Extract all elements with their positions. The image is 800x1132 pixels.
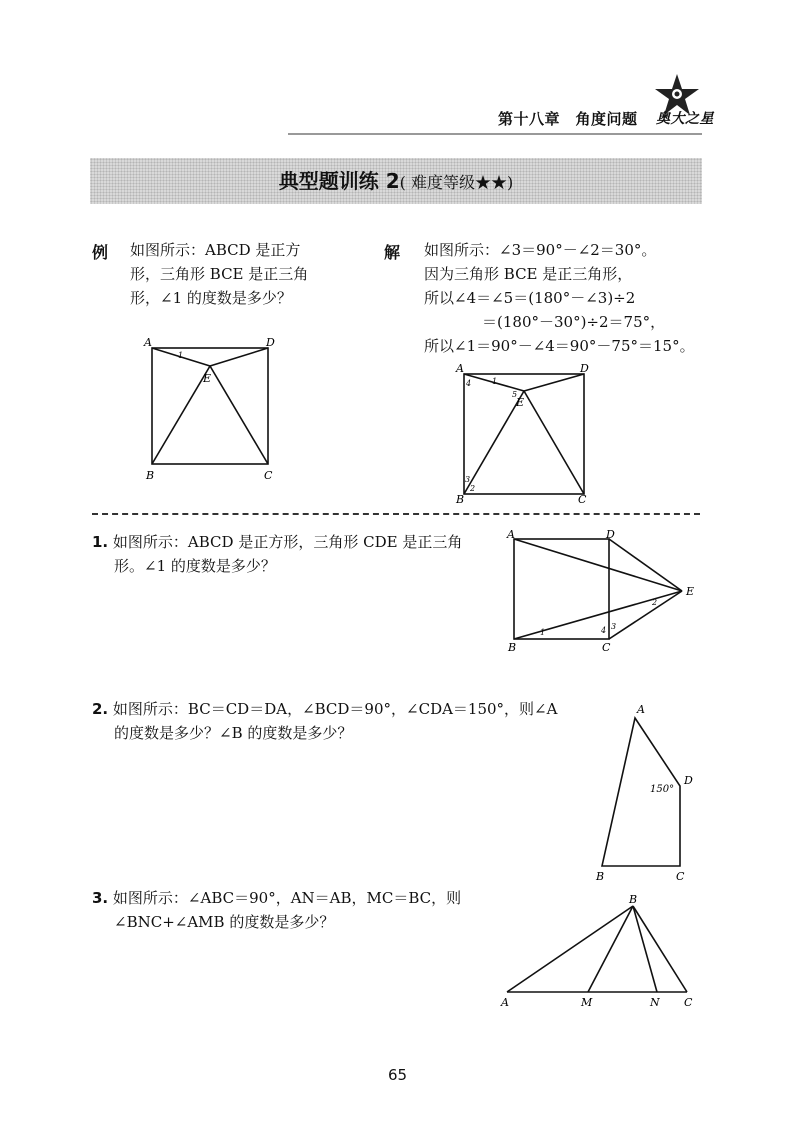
point-label: A: [501, 996, 509, 1009]
problem-line: ∠BNC+∠AMB 的度数是多少？: [114, 913, 335, 931]
header-rule: [288, 133, 702, 135]
point-label: C: [578, 493, 587, 505]
point-label: N: [650, 996, 660, 1009]
problem-number: 3.: [92, 889, 109, 907]
problem-line: 形。∠1 的度数是多少？: [114, 557, 276, 575]
chapter-title: 第十八章 角度问题: [498, 110, 638, 128]
section-divider: [92, 513, 700, 515]
solution-line: 因为三角形 BCE 是正三角形，: [424, 265, 633, 283]
point-label: E: [516, 396, 525, 409]
angle-label: 4: [601, 626, 607, 635]
angle-label: 3: [465, 475, 471, 484]
problem-2-text: [92, 697, 582, 745]
solution-line: 所以∠4＝∠5＝(180°－∠3)÷2: [424, 289, 636, 307]
section-title: [90, 158, 702, 206]
point-label: M: [581, 996, 593, 1009]
problem-number: 2.: [92, 700, 109, 718]
point-label: D: [684, 774, 693, 787]
problem-1-text: [92, 530, 502, 578]
example-line: 形，∠1 的度数是多少？: [130, 289, 292, 307]
example-line: 如图所示：ABCD 是正方: [130, 241, 301, 259]
point-label: B: [508, 641, 517, 654]
problem-2-figure: [590, 700, 700, 885]
problem-1-figure: [502, 525, 702, 655]
point-label: C: [264, 469, 273, 482]
problem-number: 1.: [92, 533, 109, 551]
solution-text: [424, 238, 714, 358]
problem-line: [92, 530, 502, 554]
problem-3-text: [92, 886, 512, 934]
problem-line-text: 如图所示：∠ABC＝90°，AN＝AB，MC＝BC，则: [112, 889, 462, 907]
angle-label: 3: [611, 622, 617, 631]
solution-label: 解: [384, 243, 401, 262]
point-label: E: [203, 372, 212, 385]
point-label: B: [146, 469, 155, 482]
solution-line: 如图所示：∠3＝90°－∠2＝30°。: [424, 241, 657, 259]
example-figure: [140, 334, 290, 484]
angle-label: 4: [466, 379, 472, 388]
brand-name: 奥大之星: [656, 111, 714, 127]
difficulty-label: ( 难度等级★★): [399, 173, 514, 192]
angle-label: 1: [178, 351, 184, 360]
point-label: B: [629, 893, 638, 906]
page-number: 65: [388, 1066, 408, 1084]
angle-label: 2: [470, 484, 476, 493]
point-label: D: [606, 528, 615, 541]
example-line: 形，三角形 BCE 是正三角: [130, 265, 309, 283]
problem-line: [92, 886, 512, 910]
point-label: C: [602, 641, 611, 654]
point-label: A: [637, 703, 645, 716]
point-label: A: [144, 336, 152, 349]
solution-figure: [452, 360, 602, 505]
angle-label: 1: [540, 628, 546, 637]
section-title-text: 典型题训练 2: [278, 169, 400, 193]
point-label: C: [684, 996, 693, 1009]
point-label: C: [676, 870, 685, 883]
point-label: E: [686, 585, 695, 598]
problem-3-figure: [495, 892, 700, 1014]
example-text: [130, 238, 370, 310]
angle-label: 1: [492, 377, 498, 386]
point-label: B: [456, 493, 465, 505]
angle-label: 2: [652, 598, 658, 607]
point-label: A: [507, 528, 515, 541]
problem-line-text: 如图所示：ABCD 是正方形，三角形 CDE 是正三角: [112, 533, 463, 551]
problem-line: [92, 697, 582, 721]
angle-label: 5: [512, 390, 518, 399]
solution-line: 所以∠1＝90°－∠4＝90°－75°＝15°。: [424, 337, 695, 355]
point-label: D: [580, 362, 589, 375]
example-label: 例: [92, 243, 109, 262]
point-label: B: [596, 870, 605, 883]
point-label: A: [456, 362, 464, 375]
solution-line: ＝(180°－30°)÷2＝75°，: [482, 313, 666, 331]
section-banner: [90, 158, 702, 204]
point-label: D: [266, 336, 275, 349]
angle-label: 150°: [650, 784, 675, 795]
problem-line: 的度数是多少？∠B 的度数是多少？: [114, 724, 353, 742]
problem-line-text: 如图所示：BC＝CD＝DA，∠BCD＝90°，∠CDA＝150°，则∠A: [112, 700, 558, 718]
